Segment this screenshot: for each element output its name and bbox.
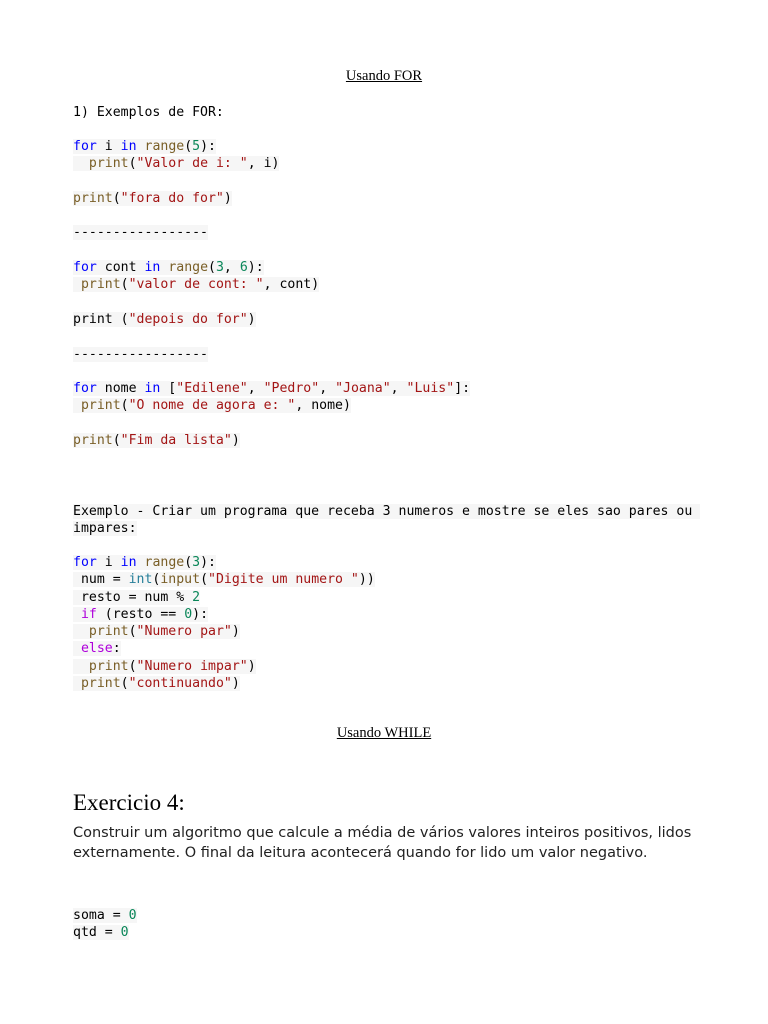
code-line bbox=[73, 328, 470, 345]
code-token: 2 bbox=[192, 589, 201, 605]
code-line-text bbox=[73, 312, 256, 327]
code-token: i bbox=[96, 139, 121, 154]
code-token: "Joana" bbox=[335, 381, 391, 397]
code-line bbox=[73, 415, 470, 432]
code-line bbox=[73, 207, 470, 224]
code-token: , bbox=[319, 381, 336, 397]
example-text: Exemplo - Criar um programa que receba 3 numeros e mostre se eles sao pares ou impares: bbox=[73, 504, 701, 537]
code-token: print ( bbox=[73, 311, 129, 327]
code-token: int bbox=[128, 572, 153, 588]
code-token: , bbox=[247, 381, 264, 397]
code-token: ----------------- bbox=[73, 225, 208, 241]
code-token: 0 bbox=[184, 606, 193, 622]
code-token bbox=[73, 277, 81, 292]
code-token: "Numero par" bbox=[136, 624, 232, 640]
code-token: ( bbox=[120, 398, 129, 414]
code-line bbox=[73, 675, 375, 692]
code-line bbox=[73, 606, 375, 623]
code-token: ) bbox=[223, 190, 232, 206]
code-token: print bbox=[80, 277, 121, 293]
code-token: "depois do for" bbox=[128, 311, 248, 327]
code-line-text bbox=[73, 347, 208, 362]
code-token: print bbox=[88, 658, 129, 674]
code-token: ( bbox=[128, 658, 137, 674]
code-token: "continuando" bbox=[128, 676, 232, 692]
code-block-for-examples bbox=[73, 138, 470, 449]
code-token: )) bbox=[358, 572, 375, 588]
code-token: ( bbox=[112, 190, 121, 206]
code-token: ( bbox=[128, 156, 137, 172]
code-token: ]: bbox=[454, 381, 471, 397]
code-token bbox=[137, 139, 145, 154]
code-block-pares-impares bbox=[73, 554, 375, 692]
code-line-text bbox=[73, 590, 200, 605]
heading-usando-for: Usando FOR bbox=[345, 68, 423, 84]
code-token: i bbox=[96, 555, 121, 570]
code-line bbox=[73, 155, 470, 172]
code-line bbox=[73, 346, 470, 363]
code-token bbox=[73, 676, 81, 691]
code-token: ) bbox=[231, 624, 240, 640]
code-line bbox=[73, 311, 470, 328]
code-token: qtd = bbox=[73, 925, 121, 941]
code-token: for bbox=[73, 381, 97, 397]
code-token: print bbox=[73, 190, 113, 206]
code-token: "valor de cont: " bbox=[128, 277, 264, 293]
code-line bbox=[73, 242, 470, 259]
code-line bbox=[73, 432, 470, 449]
code-token: , nome) bbox=[295, 398, 351, 414]
code-token: print bbox=[88, 156, 129, 172]
code-token: print bbox=[80, 676, 121, 692]
code-token: , i) bbox=[247, 156, 280, 172]
code-token: (resto == bbox=[96, 606, 185, 622]
code-line-text bbox=[73, 908, 137, 923]
exercise-title: Exercicio 4: bbox=[73, 790, 185, 815]
code-token bbox=[73, 398, 81, 413]
code-token: ( bbox=[200, 572, 209, 588]
code-line bbox=[73, 907, 137, 924]
code-token: nome bbox=[96, 381, 145, 397]
code-token: range bbox=[168, 260, 209, 276]
code-token: in bbox=[144, 260, 161, 276]
code-token: soma = bbox=[73, 908, 129, 923]
code-token: ) bbox=[247, 658, 256, 674]
code-line-text bbox=[73, 659, 256, 674]
code-line bbox=[73, 294, 470, 311]
code-token: 5 bbox=[192, 139, 201, 154]
code-token: ( bbox=[184, 139, 193, 154]
code-token: "Valor de i: " bbox=[136, 156, 248, 172]
code-line-text bbox=[73, 381, 470, 396]
code-line-text bbox=[73, 225, 208, 240]
code-line-text bbox=[73, 624, 240, 639]
code-token: "Luis" bbox=[406, 381, 455, 397]
code-token: cont bbox=[96, 260, 145, 276]
code-token: 0 bbox=[120, 925, 129, 941]
code-token: in bbox=[120, 555, 137, 570]
code-token: "Numero impar" bbox=[136, 658, 248, 674]
code-line bbox=[73, 554, 375, 571]
code-token: "Fim da lista" bbox=[120, 433, 232, 449]
code-line bbox=[73, 363, 470, 380]
code-token: , bbox=[390, 381, 407, 397]
code-token: ): bbox=[247, 260, 264, 276]
code-token: "fora do for" bbox=[120, 190, 224, 206]
code-line-text bbox=[73, 555, 216, 570]
code-token: else bbox=[80, 641, 113, 657]
code-token: for bbox=[73, 260, 97, 276]
code-line bbox=[73, 658, 375, 675]
code-line bbox=[73, 259, 470, 276]
code-token: ( bbox=[128, 624, 137, 640]
code-token: print bbox=[80, 398, 121, 414]
code-token: "Edilene" bbox=[176, 381, 248, 397]
code-token bbox=[73, 607, 81, 622]
code-token: ) bbox=[231, 433, 240, 449]
code-token: ( bbox=[208, 260, 216, 276]
code-token: range bbox=[144, 139, 185, 154]
code-line bbox=[73, 640, 375, 657]
code-token: ): bbox=[192, 606, 209, 622]
code-line bbox=[73, 138, 470, 155]
code-token: ( bbox=[112, 433, 121, 449]
code-line bbox=[73, 924, 137, 941]
code-line-text bbox=[73, 676, 240, 691]
code-token: ( bbox=[120, 676, 129, 692]
code-line bbox=[73, 623, 375, 640]
code-token: , cont) bbox=[263, 277, 320, 293]
code-token: 3 bbox=[215, 260, 224, 276]
section-label bbox=[73, 104, 224, 121]
code-line-text bbox=[73, 572, 375, 587]
code-line bbox=[73, 190, 470, 207]
code-token: input bbox=[160, 572, 201, 588]
code-token: : bbox=[112, 641, 121, 657]
code-line-text bbox=[73, 156, 279, 171]
code-token: [ bbox=[160, 381, 177, 397]
code-line-text bbox=[73, 433, 240, 448]
code-token bbox=[137, 555, 145, 570]
code-token: ) bbox=[231, 676, 240, 692]
code-token: ): bbox=[200, 139, 216, 154]
code-token: ( bbox=[184, 555, 193, 570]
code-line bbox=[73, 589, 375, 606]
code-token bbox=[73, 641, 81, 656]
code-token: if bbox=[80, 606, 97, 622]
code-line-text bbox=[73, 925, 129, 940]
example-description bbox=[73, 503, 713, 538]
code-token: print bbox=[88, 624, 129, 640]
code-line-text bbox=[73, 641, 121, 656]
code-line bbox=[73, 571, 375, 588]
code-line-text bbox=[73, 191, 232, 206]
code-line-text bbox=[73, 398, 351, 413]
code-line bbox=[73, 380, 470, 397]
code-token: ----------------- bbox=[73, 346, 208, 362]
code-token: "Digite um numero " bbox=[208, 572, 359, 588]
code-line bbox=[73, 173, 470, 190]
heading-usando-while: Usando WHILE bbox=[336, 725, 432, 741]
code-token: 6 bbox=[239, 260, 248, 276]
code-token: ) bbox=[247, 311, 256, 327]
code-token: for bbox=[73, 139, 97, 154]
code-line bbox=[73, 276, 470, 293]
code-token: "Pedro" bbox=[263, 381, 320, 397]
code-line bbox=[73, 397, 470, 414]
code-token: , bbox=[223, 260, 240, 276]
code-token: print bbox=[73, 433, 113, 449]
code-token: resto = num % bbox=[73, 589, 193, 605]
code-token: num = bbox=[73, 572, 129, 588]
code-token bbox=[73, 156, 89, 171]
code-line-text bbox=[73, 139, 216, 154]
code-line-text bbox=[73, 607, 208, 622]
code-line-text bbox=[73, 260, 264, 275]
code-token: "O nome de agora e: " bbox=[128, 398, 296, 414]
code-token: ( bbox=[152, 572, 161, 588]
code-token: ( bbox=[120, 277, 129, 293]
code-block-while-start bbox=[73, 907, 137, 942]
code-token bbox=[73, 659, 89, 674]
code-token: range bbox=[144, 555, 185, 570]
code-token: 3 bbox=[192, 555, 201, 570]
code-token: in bbox=[144, 381, 161, 397]
code-line bbox=[73, 224, 470, 241]
code-token: in bbox=[120, 139, 137, 154]
section-1-label: 1) Exemplos de FOR: bbox=[73, 105, 224, 120]
code-token: for bbox=[73, 555, 97, 570]
code-token: 0 bbox=[128, 908, 137, 923]
code-token: ): bbox=[200, 555, 216, 570]
code-line-text bbox=[73, 277, 319, 292]
exercise-description: Construir um algoritmo que calcule a média de vários valores inteiros positivos, lidos externamente. O final da leitura acontecerá quando for lido um valor negativo. bbox=[73, 825, 692, 861]
code-token bbox=[73, 624, 89, 639]
